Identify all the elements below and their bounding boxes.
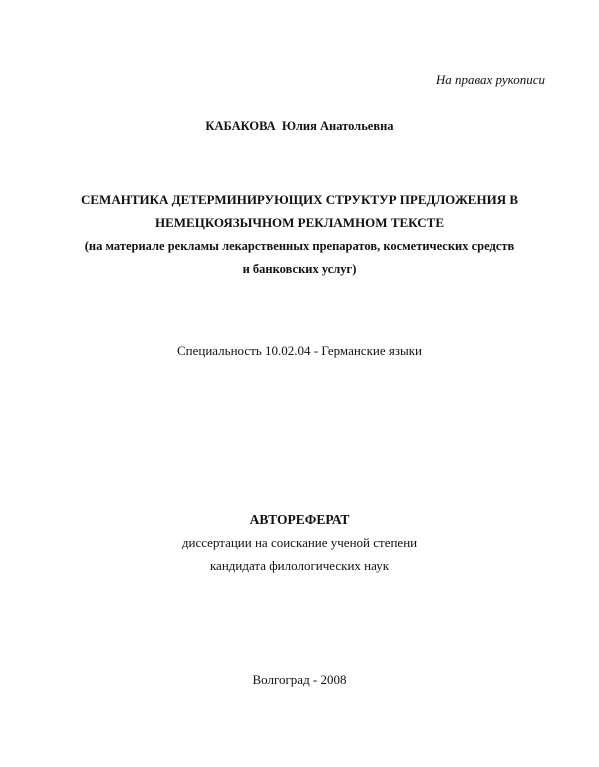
subtitle-line-2: и банковских услуг) [242,262,357,276]
author-surname: КАБАКОВА [205,119,276,133]
abstract-line-2: кандидата филологических наук [209,558,390,573]
abstract-heading: АВТОРЕФЕРАТ [249,512,350,527]
abstract-line-1: диссертации на соискание ученой степени [181,535,418,550]
manuscript-rights-note: На правах рукописи [435,72,545,87]
title-line-1: СЕМАНТИКА ДЕТЕРМИНИРУЮЩИХ СТРУКТУР ПРЕДЛОЖЕНИЯ В [81,192,518,207]
title-line-2: НЕМЕЦКОЯЗЫЧНОМ РЕКЛАМНОМ ТЕКСТЕ [154,215,444,230]
specialty: Специальность 10.02.04 - Германские языки [176,343,422,358]
author-name [0,118,599,134]
subtitle-line-1: (на материале рекламы лекарственных препаратов, косметических средств [84,239,515,253]
author-given-names: Юлия Анатольевна [281,119,394,133]
place-year: Волгоград - 2008 [252,672,347,687]
